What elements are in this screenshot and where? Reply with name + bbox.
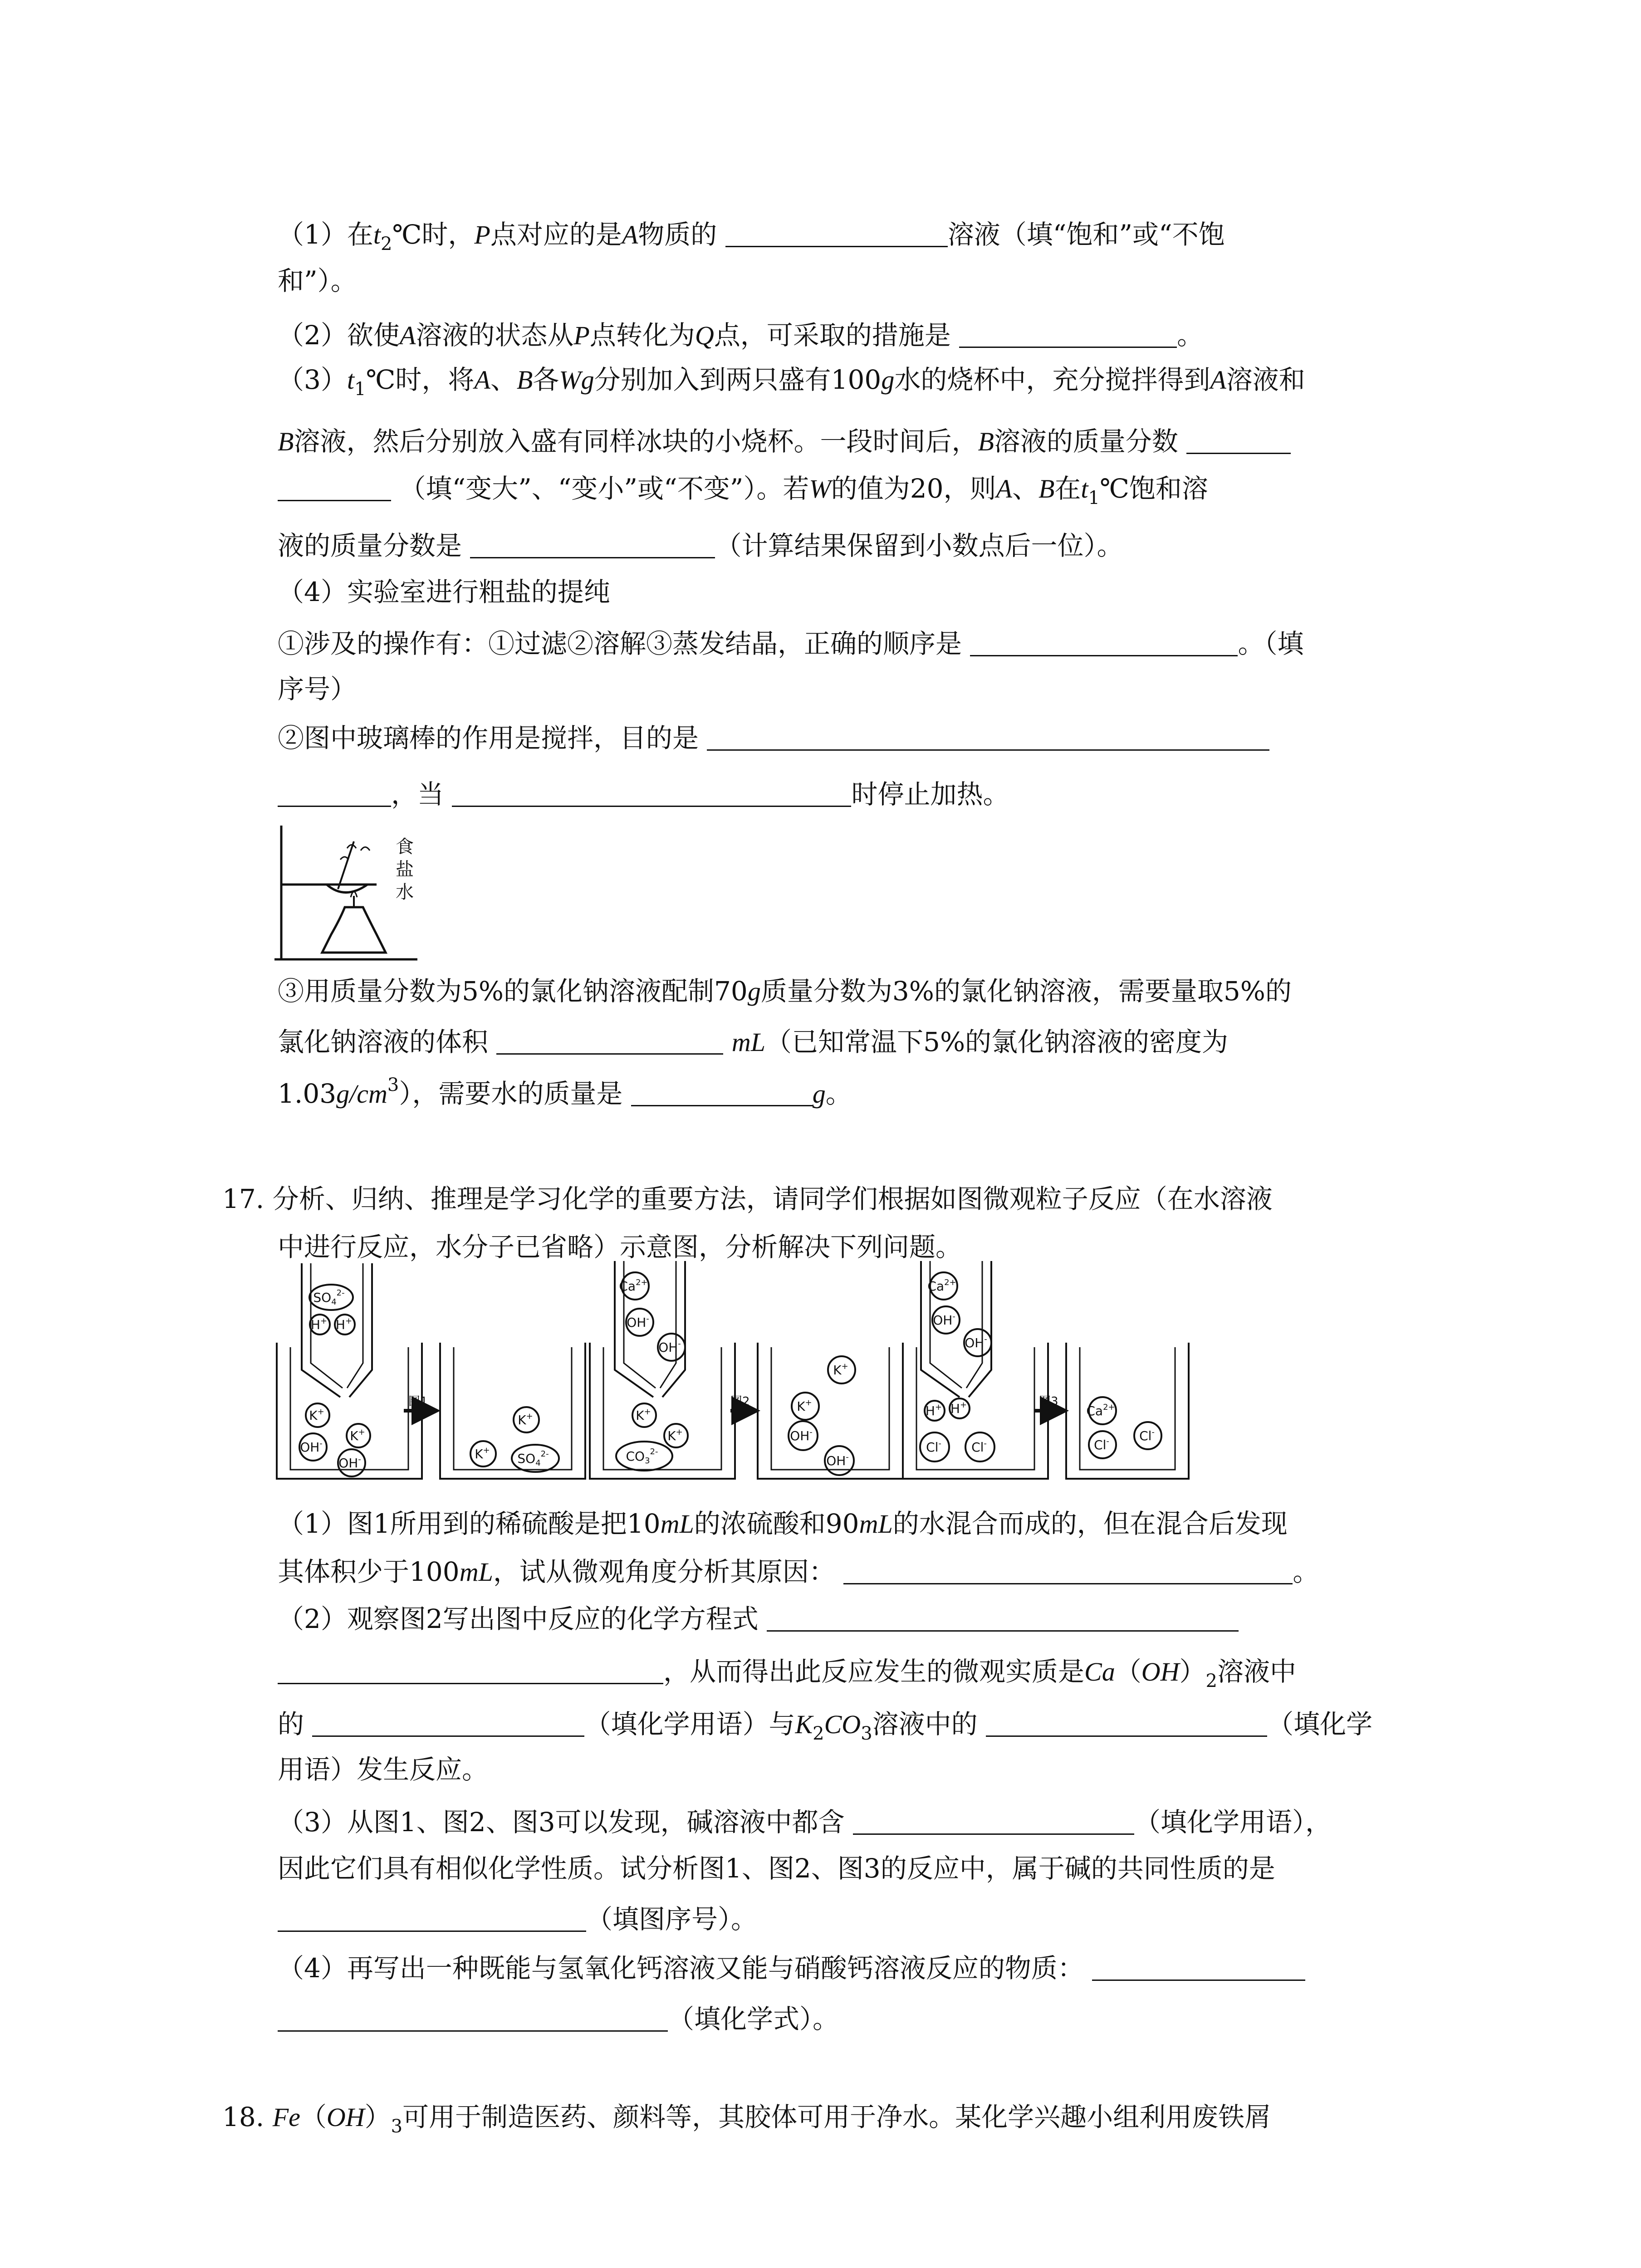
- svg-text:OH-: [790, 1427, 813, 1443]
- svg-text:Ca2+: [927, 1278, 956, 1294]
- ion-charge: -: [938, 1439, 941, 1448]
- ion-charge: -: [319, 1439, 323, 1448]
- q16-part4-item3-line3: $1.03g/cm^3$），需要水的质量是 g。: [278, 1075, 852, 1109]
- ion-charge: +: [345, 1316, 353, 1326]
- svg-text:CO32-: [626, 1447, 658, 1466]
- ion-label: K: [350, 1428, 358, 1443]
- svg-text:OH-: [300, 1439, 323, 1455]
- svg-text:SO42-: [313, 1288, 344, 1307]
- ion-charge: +: [320, 1316, 328, 1326]
- ion-label: H: [310, 1317, 320, 1332]
- ion-label: Ca: [619, 1279, 636, 1294]
- q18-line1: 18. $Fe(OH)_3$可用于制造医药、颜料等，其胶体可用于净水。某化学兴趣小组利用废铁屑: [222, 2102, 1271, 2137]
- ion-label: Ca: [1086, 1403, 1103, 1418]
- ion-charge: -: [1151, 1427, 1155, 1437]
- q17-intro-line2: 中进行反应，水分子已省略）示意图，分析解决下列问题。: [278, 1232, 962, 1262]
- ion-label: Cl: [926, 1440, 939, 1455]
- ion-charge: +: [841, 1362, 848, 1371]
- ion-label: K: [667, 1428, 676, 1443]
- ion-charge: -: [984, 1334, 987, 1344]
- answer-blank[interactable]: [278, 1904, 586, 1932]
- alcohol-lamp: [322, 907, 386, 953]
- ion-charge: 2+: [636, 1278, 648, 1287]
- answer-blank[interactable]: [853, 1807, 1134, 1835]
- beaker-3: [590, 1343, 735, 1479]
- ion-label: Cl: [971, 1440, 984, 1455]
- ion-label: K: [475, 1447, 483, 1461]
- ion-label: H: [950, 1401, 960, 1416]
- ion-label: K: [636, 1408, 644, 1423]
- ion-charge: -: [646, 1314, 649, 1324]
- svg-text:OH-: [658, 1339, 681, 1355]
- q16-part4-title: （4）实验室进行粗盐的提纯: [278, 577, 610, 607]
- ion-subscript: 3: [645, 1456, 650, 1466]
- ion-label: OH: [933, 1313, 953, 1328]
- ion-charge: +: [317, 1407, 324, 1417]
- ion-label: CO: [626, 1449, 645, 1464]
- svg-text:K+: [833, 1362, 848, 1378]
- svg-text:OH-: [933, 1312, 955, 1328]
- q17-part2-line3: 的 （填化学用语）与$K_2CO_3$溶液中的 （填化学: [278, 1709, 1373, 1744]
- ion-label: SO: [517, 1451, 536, 1466]
- svg-text:Cl-: [1139, 1427, 1155, 1443]
- arrow-label: 图1: [408, 1395, 428, 1408]
- ion-charge: +: [644, 1407, 651, 1417]
- svg-text:OH-: [826, 1452, 849, 1468]
- svg-text:K+: [667, 1427, 682, 1443]
- ion-label: OH: [965, 1335, 985, 1350]
- question-number: 18.: [222, 2102, 265, 2132]
- ion-charge: +: [805, 1398, 812, 1408]
- ion-charge: -: [846, 1452, 849, 1462]
- ion-charge: +: [358, 1427, 365, 1437]
- answer-blank[interactable]: [312, 1709, 584, 1737]
- q16-part2: （2）欲使A溶液的状态从P点转化为Q点，可采取的措施是 。: [278, 320, 1204, 351]
- q16-part4-item3-line1: ③用质量分数为5%的氯化钠溶液配制70g质量分数为3%的氯化钠溶液，需要量取5%的: [278, 976, 1292, 1007]
- svg-text:K+: [475, 1446, 490, 1461]
- ion-charge: -: [358, 1455, 361, 1464]
- svg-text:OH-: [627, 1314, 649, 1330]
- svg-text:H+: [926, 1403, 942, 1418]
- answer-blank[interactable]: [1186, 426, 1291, 454]
- ion-label: K: [518, 1413, 526, 1427]
- ion-subscript: 4: [535, 1458, 541, 1468]
- q17-part2-line1: （2）观察图2写出图中反应的化学方程式: [278, 1604, 1239, 1632]
- evaporation-apparatus-figure: [272, 816, 426, 966]
- ion-label: OH: [826, 1453, 846, 1468]
- svg-text:H+: [950, 1400, 967, 1416]
- answer-blank[interactable]: [970, 629, 1238, 656]
- ion-charge: -: [952, 1312, 955, 1321]
- q17-part2-line2: ，从而得出此反应发生的微观实质是$Ca(OH)_2$溶液中: [278, 1657, 1296, 1685]
- ion-label: Ca: [927, 1279, 945, 1294]
- q17-part3-line2: 因此它们具有相似化学性质。试分析图1、图2、图3的反应中，属于碱的共同性质的是: [278, 1853, 1275, 1884]
- svg-text:OH-: [965, 1334, 987, 1350]
- ion-charge: -: [678, 1339, 681, 1349]
- ion-charge: 2+: [1103, 1403, 1115, 1412]
- svg-text:K+: [350, 1427, 365, 1443]
- svg-text:K+: [797, 1398, 812, 1414]
- ion-subscript: 4: [331, 1297, 337, 1307]
- ion-label: Cl: [1139, 1428, 1152, 1443]
- q17-part3-line1: （3）从图1、图2、图3可以发现，碱溶液中都含 （填化学用语），: [278, 1807, 1332, 1838]
- fig-label-char: 水: [396, 882, 414, 903]
- ion-label: OH: [300, 1440, 320, 1455]
- ion-label: SO: [313, 1290, 332, 1305]
- answer-blank[interactable]: [843, 1557, 1293, 1584]
- ion-label: OH: [338, 1456, 358, 1471]
- svg-text:H+: [311, 1316, 327, 1332]
- ion-label: H: [925, 1403, 935, 1418]
- q16-part3-line2: B溶液，然后分别放入盛有同样冰块的小烧杯。一段时间后，B溶液的质量分数: [278, 426, 1291, 455]
- q16-part4-item3-line2: 氯化钠溶液的体积 mL（已知常温下5%的氯化钠溶液的密度为: [278, 1026, 1229, 1057]
- q16-part4-item1-line1: ①涉及的操作有：①过滤②溶解③蒸发结晶，正确的顺序是 。（填: [278, 628, 1304, 659]
- fig-label-char: 盐: [396, 859, 414, 880]
- answer-blank[interactable]: [631, 1079, 813, 1106]
- ion-charge: +: [526, 1412, 533, 1421]
- question-number: 17.: [222, 1183, 265, 1214]
- arrow-label: 图3: [1039, 1395, 1058, 1408]
- answer-blank[interactable]: [1092, 1953, 1305, 1981]
- q16-part3-line1: $(3)t_1℃$时，将A、B各Wg分别加入到两只盛有100g水的烧杯中，充分搅拌得到A溶液和: [278, 364, 1305, 400]
- ion-charge: -: [1106, 1437, 1109, 1446]
- ion-label: OH: [658, 1340, 678, 1355]
- ion-charge: 2-: [540, 1449, 549, 1459]
- answer-blank[interactable]: [278, 1657, 663, 1684]
- steam-marks: [340, 845, 370, 860]
- svg-text:H+: [336, 1316, 352, 1332]
- arrow-label: 图2: [730, 1395, 750, 1408]
- ion-label: OH: [627, 1315, 647, 1330]
- ion-charge: -: [984, 1439, 987, 1448]
- ion-label: OH: [790, 1428, 810, 1443]
- fig-label-char: 食: [396, 836, 414, 857]
- ion-label: K: [797, 1399, 805, 1414]
- answer-blank[interactable]: [725, 220, 948, 247]
- q17-part4-line2: （填化学式）。: [278, 2004, 839, 2032]
- ion-charge: -: [809, 1427, 813, 1437]
- q17-part1-line2: 其体积少于100mL，试从微观角度分析其原因： 。: [278, 1556, 1319, 1587]
- q16-part4-item2-line1: ②图中玻璃棒的作用是搅拌，目的是: [278, 723, 1269, 751]
- q16-part1-line2: 和”）。: [278, 265, 357, 296]
- q17-part4-line1: （4）再写出一种既能与氢氧化钙溶液又能与硝酸钙溶液反应的物质：: [278, 1953, 1305, 1981]
- beaker-6: [1066, 1343, 1189, 1479]
- q17-part1-line1: （1）图1所用到的稀硫酸是把10mL的浓硫酸和90mL的水混合而成的，但在混合后发现: [278, 1508, 1288, 1539]
- svg-text:Ca2+: [619, 1278, 647, 1294]
- particle-reaction-diagram: [268, 1261, 1198, 1497]
- ion-charge: +: [960, 1400, 967, 1410]
- answer-blank[interactable]: [959, 320, 1177, 348]
- q17-part2-line4: 用语）发生反应。: [278, 1754, 489, 1785]
- answer-blank[interactable]: [496, 1027, 723, 1055]
- answer-blank[interactable]: [278, 779, 391, 807]
- ion-label: K: [309, 1408, 318, 1423]
- svg-text:Cl-: [926, 1439, 941, 1455]
- ion-charge: +: [483, 1446, 490, 1455]
- svg-text:SO42-: [517, 1449, 549, 1468]
- answer-blank[interactable]: [767, 1604, 1239, 1632]
- svg-text:K+: [309, 1407, 324, 1423]
- ion-charge: +: [676, 1427, 683, 1437]
- svg-text:Cl-: [971, 1439, 987, 1455]
- q16-part4-item2-line2: ，当 时停止加热。: [278, 779, 1009, 807]
- svg-text:Cl-: [1094, 1437, 1109, 1452]
- ion-charge: 2-: [336, 1288, 345, 1298]
- ion-charge: 2-: [650, 1447, 658, 1457]
- svg-text:K+: [636, 1407, 651, 1423]
- ion-charge: +: [935, 1403, 942, 1412]
- ion-label: K: [833, 1363, 842, 1378]
- ion-charge: 2+: [944, 1278, 956, 1287]
- ion-label: H: [335, 1317, 345, 1332]
- svg-text:OH-: [338, 1455, 361, 1471]
- answer-blank[interactable]: [986, 1709, 1267, 1737]
- ion-label: Cl: [1094, 1437, 1107, 1452]
- q17-part3-line3: （填图序号）。: [278, 1904, 757, 1932]
- answer-blank[interactable]: [707, 723, 1269, 751]
- q17-intro-line1: 17. 分析、归纳、推理是学习化学的重要方法，请同学们根据如图微观粒子反应（在水溶液: [222, 1183, 1273, 1214]
- evaporating-dish: [327, 885, 367, 893]
- answer-blank[interactable]: [278, 474, 391, 501]
- q16-part1-line1: （1）在$t_2℃$时，P点对应的是A物质的 溶液（填“饱和”或“不饱: [278, 219, 1225, 254]
- answer-blank[interactable]: [452, 779, 851, 807]
- glass-rod: [338, 841, 354, 889]
- answer-blank[interactable]: [470, 531, 715, 558]
- answer-blank[interactable]: [278, 2004, 668, 2032]
- q16-part3-line3: （填“变大”、“变小”或“不变”）。若W的值为20，则A、B在$t_1℃$饱和溶: [278, 474, 1208, 502]
- svg-text:K+: [518, 1412, 533, 1427]
- q16-part4-item1-line2: 序号）: [278, 674, 357, 704]
- svg-text:Ca2+: [1086, 1403, 1115, 1418]
- q16-part3-line4: 液的质量分数是 （计算结果保留到小数点后一位）。: [278, 530, 1123, 561]
